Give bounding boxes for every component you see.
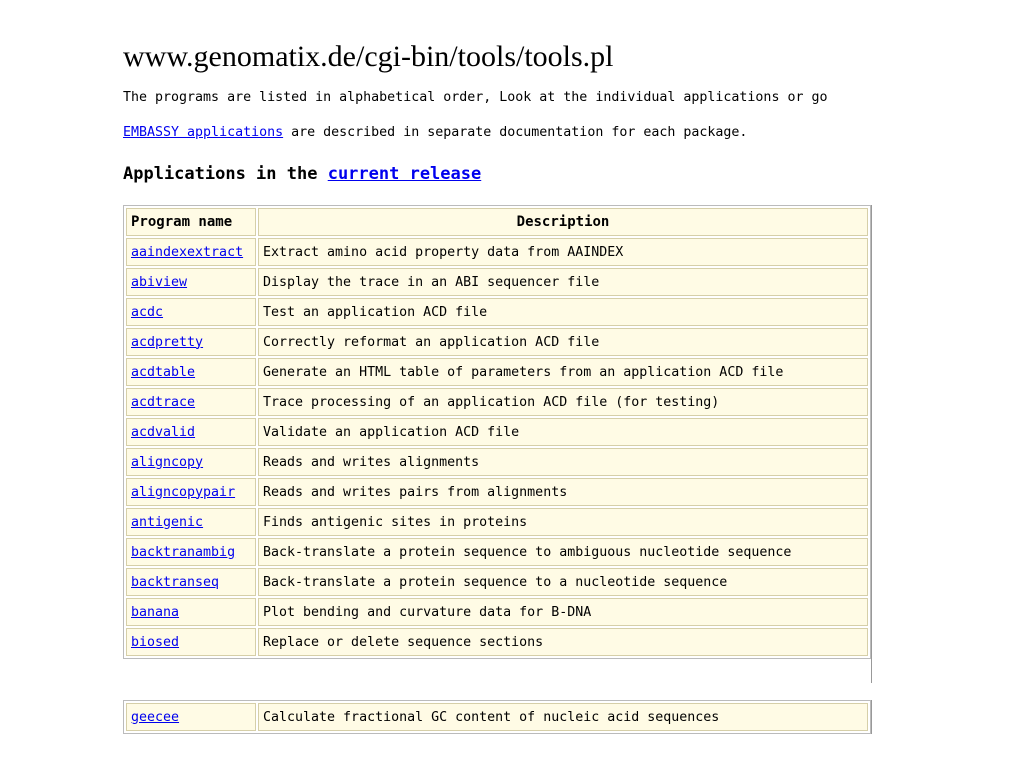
program-link-backtranseq[interactable]: backtranseq	[131, 574, 220, 590]
embassy-applications-link[interactable]: EMBASSY applications	[123, 125, 284, 140]
program-name-cell	[126, 238, 256, 266]
description-cell: Trace processing of an application ACD file (for testing)	[258, 388, 868, 416]
program-link-aligncopy[interactable]: aligncopy	[131, 454, 204, 470]
table-row	[126, 508, 868, 536]
description-cell: Calculate fractional GC content of nucleic acid sequences	[258, 703, 868, 731]
program-name-cell	[126, 358, 256, 386]
program-link-acdc[interactable]: acdc	[131, 304, 164, 320]
program-link-banana[interactable]: banana	[131, 604, 180, 620]
section-heading	[123, 164, 481, 184]
table-row	[126, 328, 868, 356]
program-name-cell	[126, 448, 256, 476]
table-row	[126, 568, 868, 596]
table-row	[126, 538, 868, 566]
table-header-row	[126, 208, 868, 236]
program-name-cell	[126, 508, 256, 536]
description-cell: Reads and writes alignments	[258, 448, 868, 476]
description-cell: Plot bending and curvature data for B-DNA	[258, 598, 868, 626]
program-name-cell	[126, 298, 256, 326]
program-name-cell	[126, 328, 256, 356]
description-cell: Generate an HTML table of parameters from an application ACD file	[258, 358, 868, 386]
program-link-biosed[interactable]: biosed	[131, 634, 180, 650]
program-name-cell	[126, 568, 256, 596]
program-name-cell	[126, 598, 256, 626]
table-row	[126, 628, 868, 656]
program-name-cell	[126, 628, 256, 656]
description-cell: Reads and writes pairs from alignments	[258, 478, 868, 506]
description-cell: Extract amino acid property data from AAINDEX	[258, 238, 868, 266]
program-name-cell	[126, 703, 256, 731]
program-name-cell	[126, 418, 256, 446]
applications-table	[123, 205, 871, 659]
description-cell: Display the trace in an ABI sequencer file	[258, 268, 868, 296]
description-cell: Back-translate a protein sequence to ambiguous nucleotide sequence	[258, 538, 868, 566]
table-row	[126, 358, 868, 386]
table-row	[126, 448, 868, 476]
description-cell: Back-translate a protein sequence to a nucleotide sequence	[258, 568, 868, 596]
program-link-acdvalid[interactable]: acdvalid	[131, 424, 196, 440]
program-link-aaindexextract[interactable]: aaindexextract	[131, 244, 244, 260]
table-row	[126, 598, 868, 626]
table-row	[126, 703, 868, 731]
program-link-acdpretty[interactable]: acdpretty	[131, 334, 204, 350]
applications-table-container[interactable]	[123, 205, 872, 683]
program-link-backtranambig[interactable]: backtranambig	[131, 544, 236, 560]
applications-table-continued	[123, 700, 872, 734]
embassy-line-text: are described in separate documentation for each package.	[283, 125, 748, 140]
table-row	[126, 388, 868, 416]
program-link-acdtrace[interactable]: acdtrace	[131, 394, 196, 410]
program-link-acdtable[interactable]: acdtable	[131, 364, 196, 380]
column-header-description: Description	[258, 208, 868, 236]
program-link-antigenic[interactable]: antigenic	[131, 514, 204, 530]
program-link-aligncopypair[interactable]: aligncopypair	[131, 484, 236, 500]
table-row	[126, 238, 868, 266]
column-header-program-name: Program name	[126, 208, 256, 236]
program-name-cell	[126, 538, 256, 566]
table-row	[126, 298, 868, 326]
table-row	[126, 418, 868, 446]
description-cell: Test an application ACD file	[258, 298, 868, 326]
program-link-abiview[interactable]: abiview	[131, 274, 188, 290]
description-cell: Validate an application ACD file	[258, 418, 868, 446]
description-cell: Replace or delete sequence sections	[258, 628, 868, 656]
section-heading-prefix: Applications in the	[123, 164, 328, 184]
program-link-geecee[interactable]: geecee	[131, 709, 180, 725]
description-cell: Correctly reformat an application ACD file	[258, 328, 868, 356]
embassy-line	[123, 125, 747, 140]
description-cell: Finds antigenic sites in proteins	[258, 508, 868, 536]
program-name-cell	[126, 478, 256, 506]
table-row	[126, 478, 868, 506]
page-url: www.genomatix.de/cgi-bin/tools/tools.pl	[123, 40, 614, 73]
intro-text: The programs are listed in alphabetical order, Look at the individual applications or go	[123, 90, 828, 105]
table-row	[126, 268, 868, 296]
program-name-cell	[126, 268, 256, 296]
applications-table-extra	[123, 700, 871, 734]
current-release-link[interactable]: current release	[327, 164, 482, 184]
program-name-cell	[126, 388, 256, 416]
